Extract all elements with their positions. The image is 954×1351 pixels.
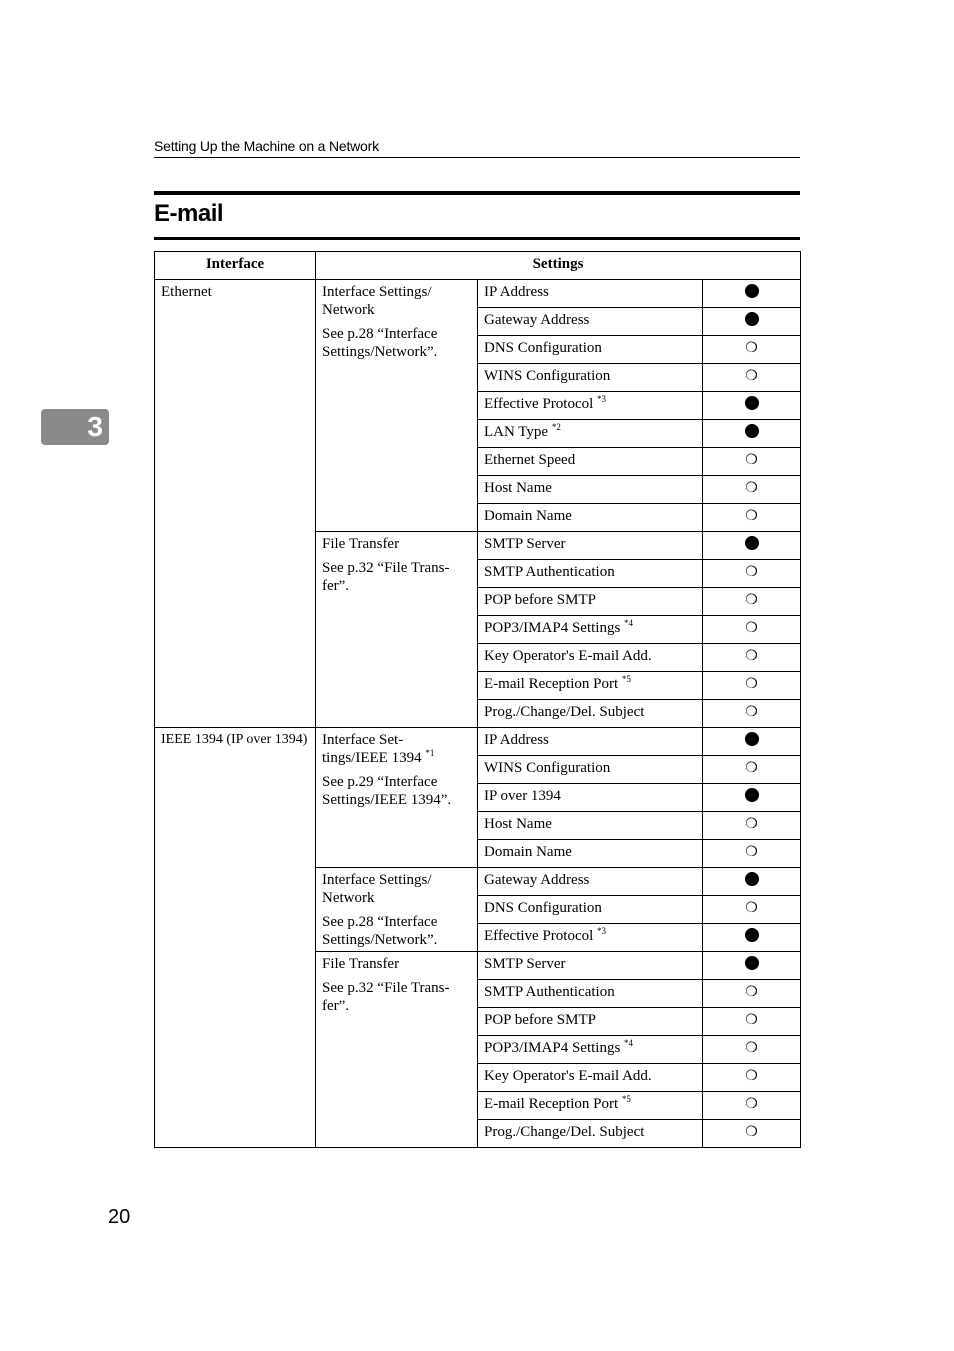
- setting-name-cell: [478, 420, 703, 448]
- settings-group-name: Interface Settings/ Network: [322, 872, 432, 906]
- open-circle-icon: ❍: [745, 1097, 758, 1112]
- filled-circle-icon: [745, 396, 759, 410]
- setting-name-cell: [478, 812, 703, 840]
- setting-name: POP before SMTP: [484, 592, 596, 608]
- setting-name: Prog./Change/Del. Subject: [484, 704, 645, 720]
- availability-cell: [703, 420, 801, 448]
- setting-name: SMTP Server: [484, 956, 566, 972]
- availability-cell: [703, 840, 801, 868]
- setting-name: Gateway Address: [484, 312, 590, 328]
- filled-circle-icon: [745, 928, 759, 942]
- email-settings-table: [154, 251, 801, 1148]
- setting-name: IP Address: [484, 732, 549, 748]
- filled-circle-icon: [745, 284, 759, 298]
- setting-name: Host Name: [484, 480, 552, 496]
- setting-name-cell: [478, 504, 703, 532]
- setting-name-cell: [478, 644, 703, 672]
- interface-cell: Ethernet: [155, 280, 316, 728]
- setting-name-cell: [478, 924, 703, 952]
- availability-cell: [703, 784, 801, 812]
- open-circle-icon: ❍: [745, 453, 758, 468]
- setting-name-cell: [478, 728, 703, 756]
- setting-name-cell: [478, 1064, 703, 1092]
- footnote-ref: *1: [425, 748, 435, 758]
- availability-cell: [703, 952, 801, 980]
- open-circle-icon: ❍: [745, 901, 758, 916]
- setting-name: DNS Configuration: [484, 900, 602, 916]
- setting-name: Domain Name: [484, 844, 572, 860]
- setting-name: DNS Configuration: [484, 340, 602, 356]
- footnote-ref: *3: [597, 394, 607, 404]
- setting-name-cell: [478, 364, 703, 392]
- availability-cell: [703, 588, 801, 616]
- setting-name: WINS Configuration: [484, 368, 611, 384]
- setting-name: Domain Name: [484, 508, 572, 524]
- setting-name-cell: [478, 868, 703, 896]
- availability-cell: [703, 504, 801, 532]
- open-circle-icon: ❍: [745, 1041, 758, 1056]
- setting-name: IP over 1394: [484, 788, 561, 804]
- settings-group-cell: [316, 532, 478, 728]
- setting-name: IP Address: [484, 284, 549, 300]
- title-rule-top: [154, 191, 800, 195]
- running-head: Setting Up the Machine on a Network: [154, 138, 800, 158]
- filled-circle-icon: [745, 312, 759, 326]
- availability-cell: [703, 1008, 801, 1036]
- setting-name-cell: [478, 1092, 703, 1120]
- setting-name: Key Operator's E-mail Add.: [484, 648, 652, 664]
- setting-name-cell: [478, 308, 703, 336]
- availability-cell: [703, 924, 801, 952]
- footnote-ref: *3: [597, 926, 607, 936]
- availability-cell: [703, 896, 801, 924]
- setting-name: POP3/IMAP4 Settings: [484, 620, 621, 636]
- footnote-ref: *4: [624, 618, 634, 628]
- settings-header: Settings: [316, 252, 801, 280]
- setting-name: SMTP Server: [484, 536, 566, 552]
- setting-name: POP3/IMAP4 Settings: [484, 1040, 621, 1056]
- open-circle-icon: ❍: [745, 1069, 758, 1084]
- footnote-ref: *4: [624, 1038, 634, 1048]
- settings-group-cell: [316, 952, 478, 1148]
- setting-name: E-mail Reception Port: [484, 1096, 619, 1112]
- availability-cell: [703, 700, 801, 728]
- setting-name: LAN Type: [484, 424, 549, 440]
- setting-name-cell: [478, 756, 703, 784]
- filled-circle-icon: [745, 536, 759, 550]
- open-circle-icon: ❍: [745, 1013, 758, 1028]
- open-circle-icon: ❍: [745, 509, 758, 524]
- setting-name: E-mail Reception Port: [484, 676, 619, 692]
- settings-group-cell: [316, 868, 478, 952]
- chapter-tab: 3: [41, 409, 109, 445]
- footnote-ref: *5: [621, 1094, 631, 1104]
- setting-name: Gateway Address: [484, 872, 590, 888]
- settings-group-cell: [316, 280, 478, 532]
- availability-cell: [703, 616, 801, 644]
- footnote-ref: *5: [621, 674, 631, 684]
- setting-name: Host Name: [484, 816, 552, 832]
- setting-name-cell: [478, 840, 703, 868]
- settings-group-name: File Transfer: [322, 536, 400, 552]
- availability-cell: [703, 868, 801, 896]
- availability-cell: [703, 448, 801, 476]
- availability-cell: [703, 980, 801, 1008]
- setting-name: Ethernet Speed: [484, 452, 576, 468]
- setting-name: Effective Protocol: [484, 928, 594, 944]
- availability-cell: [703, 336, 801, 364]
- open-circle-icon: ❍: [745, 593, 758, 608]
- page-number: 20: [108, 1206, 131, 1228]
- setting-name: Key Operator's E-mail Add.: [484, 1068, 652, 1084]
- table-row: [155, 280, 801, 308]
- filled-circle-icon: [745, 788, 759, 802]
- table-row: [155, 728, 801, 756]
- availability-cell: [703, 644, 801, 672]
- availability-cell: [703, 672, 801, 700]
- open-circle-icon: ❍: [745, 481, 758, 496]
- setting-name: WINS Configuration: [484, 760, 611, 776]
- open-circle-icon: ❍: [745, 369, 758, 384]
- page-reference: See p.28 “Interface Settings/Network”.: [322, 914, 438, 948]
- settings-group-name: Interface Settings/ Network: [322, 284, 432, 318]
- setting-name-cell: [478, 1036, 703, 1064]
- setting-name: SMTP Authentication: [484, 984, 615, 1000]
- setting-name: SMTP Authentication: [484, 564, 615, 580]
- page-reference: See p.28 “Interface Settings/Network”.: [322, 326, 438, 360]
- availability-cell: [703, 728, 801, 756]
- setting-name-cell: [478, 280, 703, 308]
- table-body: [155, 280, 801, 1148]
- filled-circle-icon: [745, 956, 759, 970]
- section-title: E-mail: [154, 200, 224, 227]
- setting-name-cell: [478, 672, 703, 700]
- settings-group-name: Interface Set- tings/IEEE 1394: [322, 732, 422, 766]
- open-circle-icon: ❍: [745, 341, 758, 356]
- setting-name: Effective Protocol: [484, 396, 594, 412]
- open-circle-icon: ❍: [745, 649, 758, 664]
- setting-name-cell: [478, 784, 703, 812]
- setting-name-cell: [478, 952, 703, 980]
- setting-name-cell: [478, 700, 703, 728]
- open-circle-icon: ❍: [745, 1125, 758, 1140]
- availability-cell: [703, 392, 801, 420]
- setting-name-cell: [478, 448, 703, 476]
- availability-cell: [703, 476, 801, 504]
- interface-cell: IEEE 1394 (IP over 1394): [155, 728, 316, 1148]
- open-circle-icon: ❍: [745, 677, 758, 692]
- setting-name-cell: [478, 560, 703, 588]
- setting-name-cell: [478, 1008, 703, 1036]
- availability-cell: [703, 1036, 801, 1064]
- setting-name-cell: [478, 532, 703, 560]
- settings-group-name: File Transfer: [322, 956, 400, 972]
- availability-cell: [703, 280, 801, 308]
- availability-cell: [703, 756, 801, 784]
- filled-circle-icon: [745, 732, 759, 746]
- title-rule-bottom: [154, 237, 800, 240]
- setting-name: Prog./Change/Del. Subject: [484, 1124, 645, 1140]
- page-reference: See p.32 “File Trans- fer”.: [322, 980, 450, 1014]
- settings-group-cell: [316, 728, 478, 868]
- availability-cell: [703, 1120, 801, 1148]
- page-reference: See p.32 “File Trans- fer”.: [322, 560, 450, 594]
- setting-name-cell: [478, 392, 703, 420]
- open-circle-icon: ❍: [745, 761, 758, 776]
- table-header-row: [155, 252, 801, 280]
- availability-cell: [703, 308, 801, 336]
- filled-circle-icon: [745, 872, 759, 886]
- open-circle-icon: ❍: [745, 845, 758, 860]
- setting-name-cell: [478, 980, 703, 1008]
- interface-header: Interface: [155, 252, 316, 280]
- setting-name-cell: [478, 336, 703, 364]
- open-circle-icon: ❍: [745, 565, 758, 580]
- open-circle-icon: ❍: [745, 985, 758, 1000]
- availability-cell: [703, 812, 801, 840]
- availability-cell: [703, 1092, 801, 1120]
- setting-name-cell: [478, 896, 703, 924]
- open-circle-icon: ❍: [745, 705, 758, 720]
- setting-name-cell: [478, 588, 703, 616]
- setting-name-cell: [478, 476, 703, 504]
- setting-name-cell: [478, 1120, 703, 1148]
- footnote-ref: *2: [551, 422, 561, 432]
- open-circle-icon: ❍: [745, 621, 758, 636]
- filled-circle-icon: [745, 424, 759, 438]
- setting-name: POP before SMTP: [484, 1012, 596, 1028]
- availability-cell: [703, 364, 801, 392]
- page-reference: See p.29 “Interface Settings/IEEE 1394”.: [322, 774, 452, 808]
- setting-name-cell: [478, 616, 703, 644]
- availability-cell: [703, 532, 801, 560]
- availability-cell: [703, 560, 801, 588]
- open-circle-icon: ❍: [745, 817, 758, 832]
- availability-cell: [703, 1064, 801, 1092]
